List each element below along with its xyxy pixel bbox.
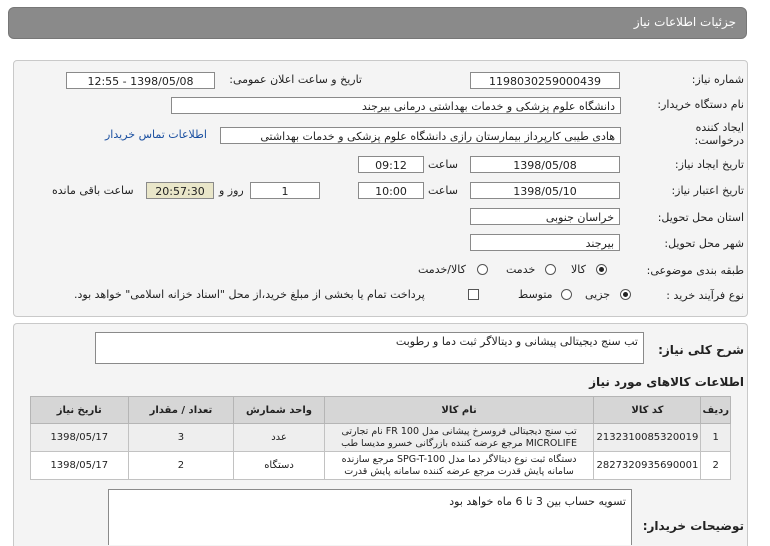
create-time-label: ساعت xyxy=(428,158,458,171)
process-label: نوع فرآیند خرید : xyxy=(666,289,744,302)
city-field: بیرجند xyxy=(470,234,620,251)
days-field: 1 xyxy=(250,182,320,199)
creator-label-1: ایجاد کننده xyxy=(695,121,744,134)
process-radio-medium[interactable] xyxy=(561,289,572,300)
days-label: روز و xyxy=(219,184,244,197)
payment-note: پرداخت تمام یا بخشی از مبلغ خرید،از محل "اسناد خزانه اسلامی" خواهد بود. xyxy=(74,288,425,301)
buyer-notes-label: توضیحات خریدار: xyxy=(642,519,744,533)
category-option-service: خدمت xyxy=(506,263,536,276)
category-radio-service[interactable] xyxy=(545,264,556,275)
province-field: خراسان جنوبی xyxy=(470,208,620,225)
col-unit: واحد شمارش xyxy=(234,397,324,424)
table-row xyxy=(31,424,731,452)
page-title: جزئیات اطلاعات نیاز xyxy=(633,15,736,29)
table-row xyxy=(31,452,731,480)
category-radio-goods[interactable] xyxy=(596,264,607,275)
cell-row: 2 xyxy=(701,452,731,480)
process-option-minor: جزیی xyxy=(585,288,611,301)
cell-name xyxy=(324,452,594,480)
creator-label-2: درخواست: xyxy=(694,134,744,147)
create-date-label: تاریخ ایجاد نیاز: xyxy=(674,158,744,171)
cell-date: 1398/05/17 xyxy=(31,452,129,480)
category-label: طبقه بندی موضوعی: xyxy=(646,264,744,277)
cell-unit: دستگاه xyxy=(234,452,324,480)
cell-name-line2: سامانه پایش قدرت مرجع عرضه کننده سامانه پایش قدرت xyxy=(344,465,574,477)
col-date: تاریخ نیاز xyxy=(31,397,129,424)
valid-date-label: تاریخ اعتبار نیاز: xyxy=(671,184,744,197)
valid-time-label: ساعت xyxy=(428,184,458,197)
announce-field: 1398/05/08 - 12:55 xyxy=(66,72,215,89)
cell-qty: 3 xyxy=(128,424,234,452)
cell-code: 2827320935690001 xyxy=(594,452,701,480)
create-date-field: 1398/05/08 xyxy=(470,156,620,173)
cell-name-line2: MICROLIFE مرجع عرضه کننده بازرگانی خسرو مدیسا طب xyxy=(341,437,577,449)
category-radio-goods-service[interactable] xyxy=(477,264,488,275)
valid-time-field: 10:00 xyxy=(358,182,424,199)
category-option-goods-service: کالا/خدمت xyxy=(418,263,466,276)
category-option-goods: کالا xyxy=(571,263,586,276)
col-code: کد کالا xyxy=(594,397,701,424)
province-label: استان محل تحویل: xyxy=(657,211,744,224)
cell-code: 2132310085320019 xyxy=(594,424,701,452)
valid-date-field: 1398/05/10 xyxy=(470,182,620,199)
need-number-field: 1198030259000439 xyxy=(470,72,620,89)
col-row: ردیف xyxy=(701,397,731,424)
creator-field: هادی طیبی کارپرداز بیمارستان رازی دانشگاه علوم پزشکی و خدمات بهداشتی xyxy=(220,127,621,144)
process-option-medium: متوسط xyxy=(518,288,553,301)
col-qty: تعداد / مقدار xyxy=(128,397,234,424)
cell-name-line1: تب سنج دیجیتالی فروسرخ پیشانی مدل FR 100 نام تجارتی xyxy=(341,425,577,437)
summary-label: شرح کلی نیاز: xyxy=(658,343,744,357)
cell-name xyxy=(324,424,594,452)
cell-name-line1: دستگاه ثبت نوع دیتالاگر دما مدل SPG-T-100 مرجع سازنده xyxy=(341,453,577,465)
create-time-field: 09:12 xyxy=(358,156,424,173)
city-label: شهر محل تحویل: xyxy=(664,237,744,250)
treasury-checkbox[interactable] xyxy=(468,289,479,300)
cell-unit: عدد xyxy=(234,424,324,452)
items-table xyxy=(30,396,731,480)
cell-qty: 2 xyxy=(128,452,234,480)
summary-field: تب سنج دیجیتالی پیشانی و دیتالاگر ثبت دما و رطوبت xyxy=(95,332,644,364)
buyer-field: دانشگاه علوم پزشکی و خدمات بهداشتی درمانی بیرجند xyxy=(171,97,621,114)
need-number-label: شماره نیاز: xyxy=(691,73,744,86)
col-name: نام کالا xyxy=(324,397,594,424)
buyer-label: نام دستگاه خریدار: xyxy=(657,98,744,111)
items-title: اطلاعات کالاهای مورد نیاز xyxy=(589,375,744,389)
remaining-label: ساعت باقی مانده xyxy=(52,184,134,197)
buyer-notes-field: تسویه حساب بین 3 تا 6 ماه خواهد بود xyxy=(108,489,632,545)
cell-date: 1398/05/17 xyxy=(31,424,129,452)
remaining-time-field: 20:57:30 xyxy=(146,182,214,199)
page-header xyxy=(8,7,747,39)
process-radio-minor[interactable] xyxy=(620,289,631,300)
cell-row: 1 xyxy=(701,424,731,452)
announce-label: تاریخ و ساعت اعلان عمومی: xyxy=(229,73,362,86)
contact-info-link[interactable]: اطلاعات تماس خریدار xyxy=(105,128,207,141)
